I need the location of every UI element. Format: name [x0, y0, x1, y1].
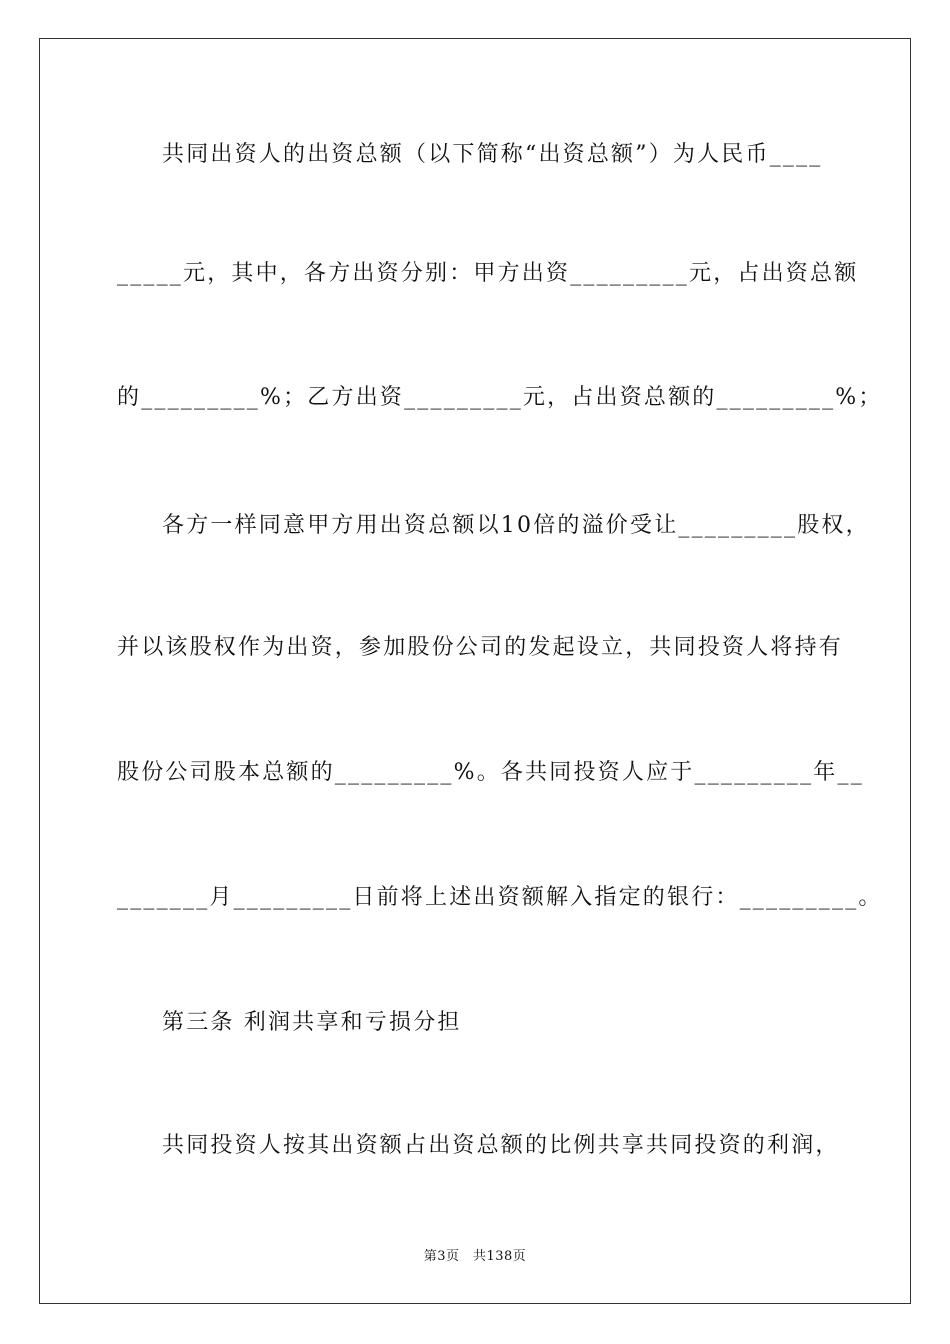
section-heading: 第三条 利润共享和亏损分担 — [162, 1010, 462, 1035]
page-border — [39, 38, 911, 1304]
paragraph-line: 股份公司股本总额的_________%。各共同投资人应于_________年__ — [117, 760, 864, 785]
page-footer: 第3页 共138页 — [423, 1249, 527, 1264]
paragraph-line: 共同出资人的出资总额（以下简称“出资总额”）为人民币____ — [162, 142, 823, 167]
paragraph-line: 共同投资人按其出资额占出资总额的比例共享共同投资的利润， — [162, 1133, 840, 1158]
paragraph-line: _____元，其中，各方出资分别：甲方出资_________元，占出资总额 — [117, 261, 859, 286]
paragraph-line: _______月_________日前将上述出资额解入指定的银行：_________。 — [117, 885, 883, 910]
paragraph-line: 的_________%；乙方出资_________元，占出资总额的_________%； — [117, 385, 883, 410]
paragraph-line: 并以该股权作为出资，参加股份公司的发起设立，共同投资人将持有 — [117, 635, 844, 660]
paragraph-line: 各方一样同意甲方用出资总额以10倍的溢价受让_________股权， — [162, 513, 870, 538]
